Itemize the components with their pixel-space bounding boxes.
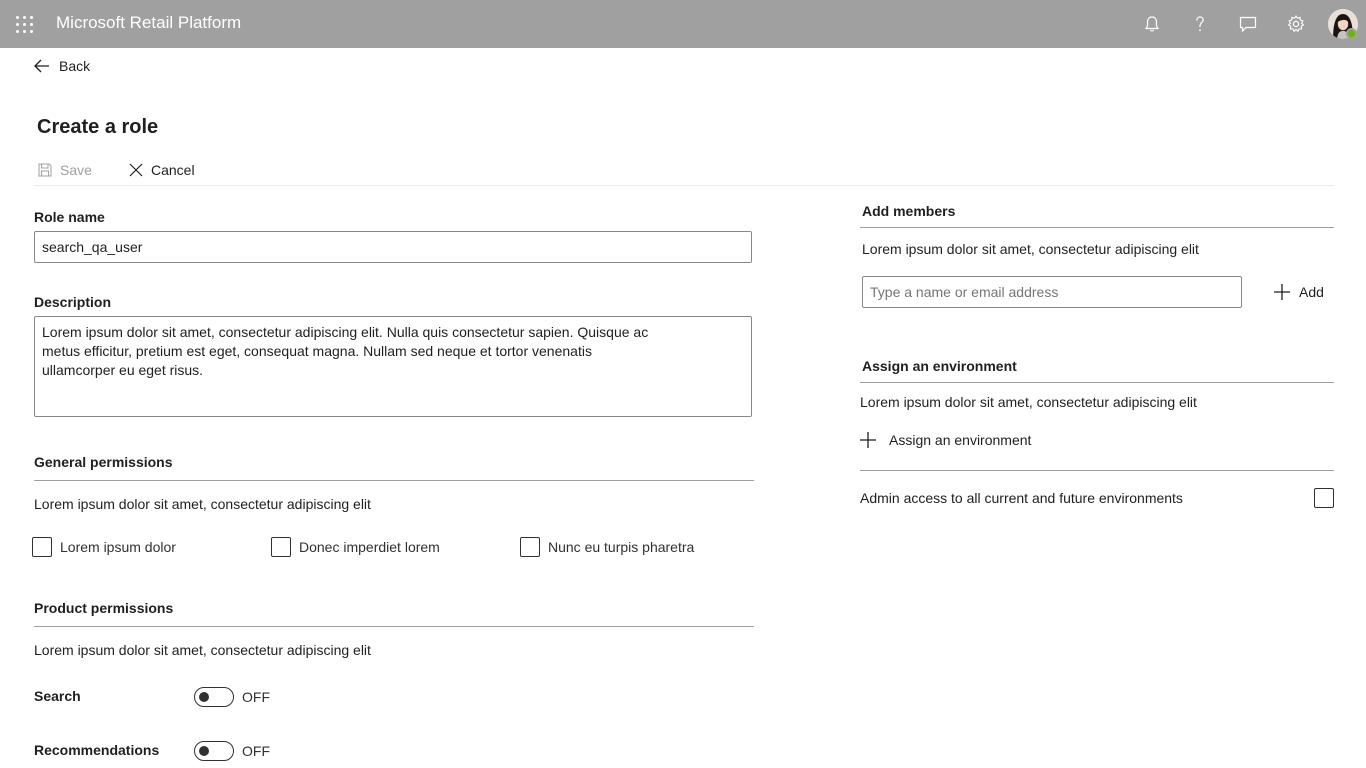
add-member-button[interactable] [1273, 283, 1324, 301]
add-members-heading: Add members [862, 203, 956, 219]
add-members-divider [860, 227, 1334, 228]
search-toggle[interactable] [194, 687, 234, 707]
back-arrow-icon [33, 58, 51, 74]
admin-access-checkbox[interactable] [1314, 488, 1334, 508]
assign-environment-text: Lorem ipsum dolor sit amet, consectetur adipiscing elit [860, 394, 1197, 410]
environment-divider [860, 470, 1334, 471]
feedback-icon[interactable] [1238, 14, 1258, 34]
description-label: Description [34, 294, 112, 310]
checkbox-option-3-label: Nunc eu turpis pharetra [548, 539, 695, 555]
product-permissions-heading: Product permissions [34, 600, 174, 616]
general-permissions-divider [34, 480, 754, 481]
command-bar [34, 158, 1334, 186]
checkbox-option-2-label: Donec imperdiet lorem [299, 539, 440, 555]
bell-icon[interactable] [1142, 14, 1162, 34]
add-member-label: Add [1299, 284, 1324, 300]
role-name-input[interactable] [34, 231, 752, 263]
back-label: Back [59, 58, 91, 74]
general-permissions-text: Lorem ipsum dolor sit amet, consectetur adipiscing elit [34, 496, 371, 512]
cancel-label: Cancel [151, 162, 195, 178]
page-title: Create a role [37, 116, 159, 138]
product-permissions-divider [34, 626, 754, 627]
add-icon [859, 431, 877, 449]
general-permissions-heading: General permissions [34, 454, 173, 470]
add-members-text: Lorem ipsum dolor sit amet, consectetur adipiscing elit [862, 241, 1199, 257]
assign-environment-heading: Assign an environment [862, 358, 1017, 374]
save-icon [38, 163, 52, 177]
presence-status-icon [1346, 28, 1357, 39]
gear-icon[interactable] [1286, 14, 1306, 34]
app-title: Microsoft Retail Platform [56, 13, 242, 32]
recommendations-toggle[interactable] [194, 741, 234, 761]
top-bar [0, 0, 1366, 48]
checkbox-option-2[interactable] [271, 537, 291, 557]
recommendations-toggle-state: OFF [242, 743, 270, 759]
search-toggle-state: OFF [242, 689, 270, 705]
assign-environment-label: Assign an environment [889, 432, 1032, 448]
save-label: Save [60, 162, 92, 178]
add-icon [1273, 283, 1291, 301]
checkbox-option-1[interactable] [32, 537, 52, 557]
product-permissions-text: Lorem ipsum dolor sit amet, consectetur adipiscing elit [34, 642, 371, 658]
checkbox-option-1-label: Lorem ipsum dolor [60, 539, 176, 555]
admin-access-label: Admin access to all current and future environments [860, 490, 1183, 506]
search-toggle-label: Search [34, 688, 81, 704]
checkbox-option-3[interactable] [520, 537, 540, 557]
role-name-label: Role name [34, 209, 105, 225]
assign-environment-button[interactable] [859, 431, 1031, 449]
cancel-button[interactable] [129, 162, 195, 178]
close-icon [129, 163, 143, 177]
recommendations-toggle-label: Recommendations [34, 742, 160, 758]
member-search-input[interactable] [862, 276, 1242, 308]
help-icon[interactable] [1190, 14, 1210, 34]
waffle-icon[interactable] [14, 14, 34, 34]
description-textarea[interactable] [34, 316, 752, 417]
back-link[interactable] [33, 56, 90, 76]
save-button[interactable] [38, 162, 92, 178]
assign-environment-divider [860, 382, 1334, 383]
